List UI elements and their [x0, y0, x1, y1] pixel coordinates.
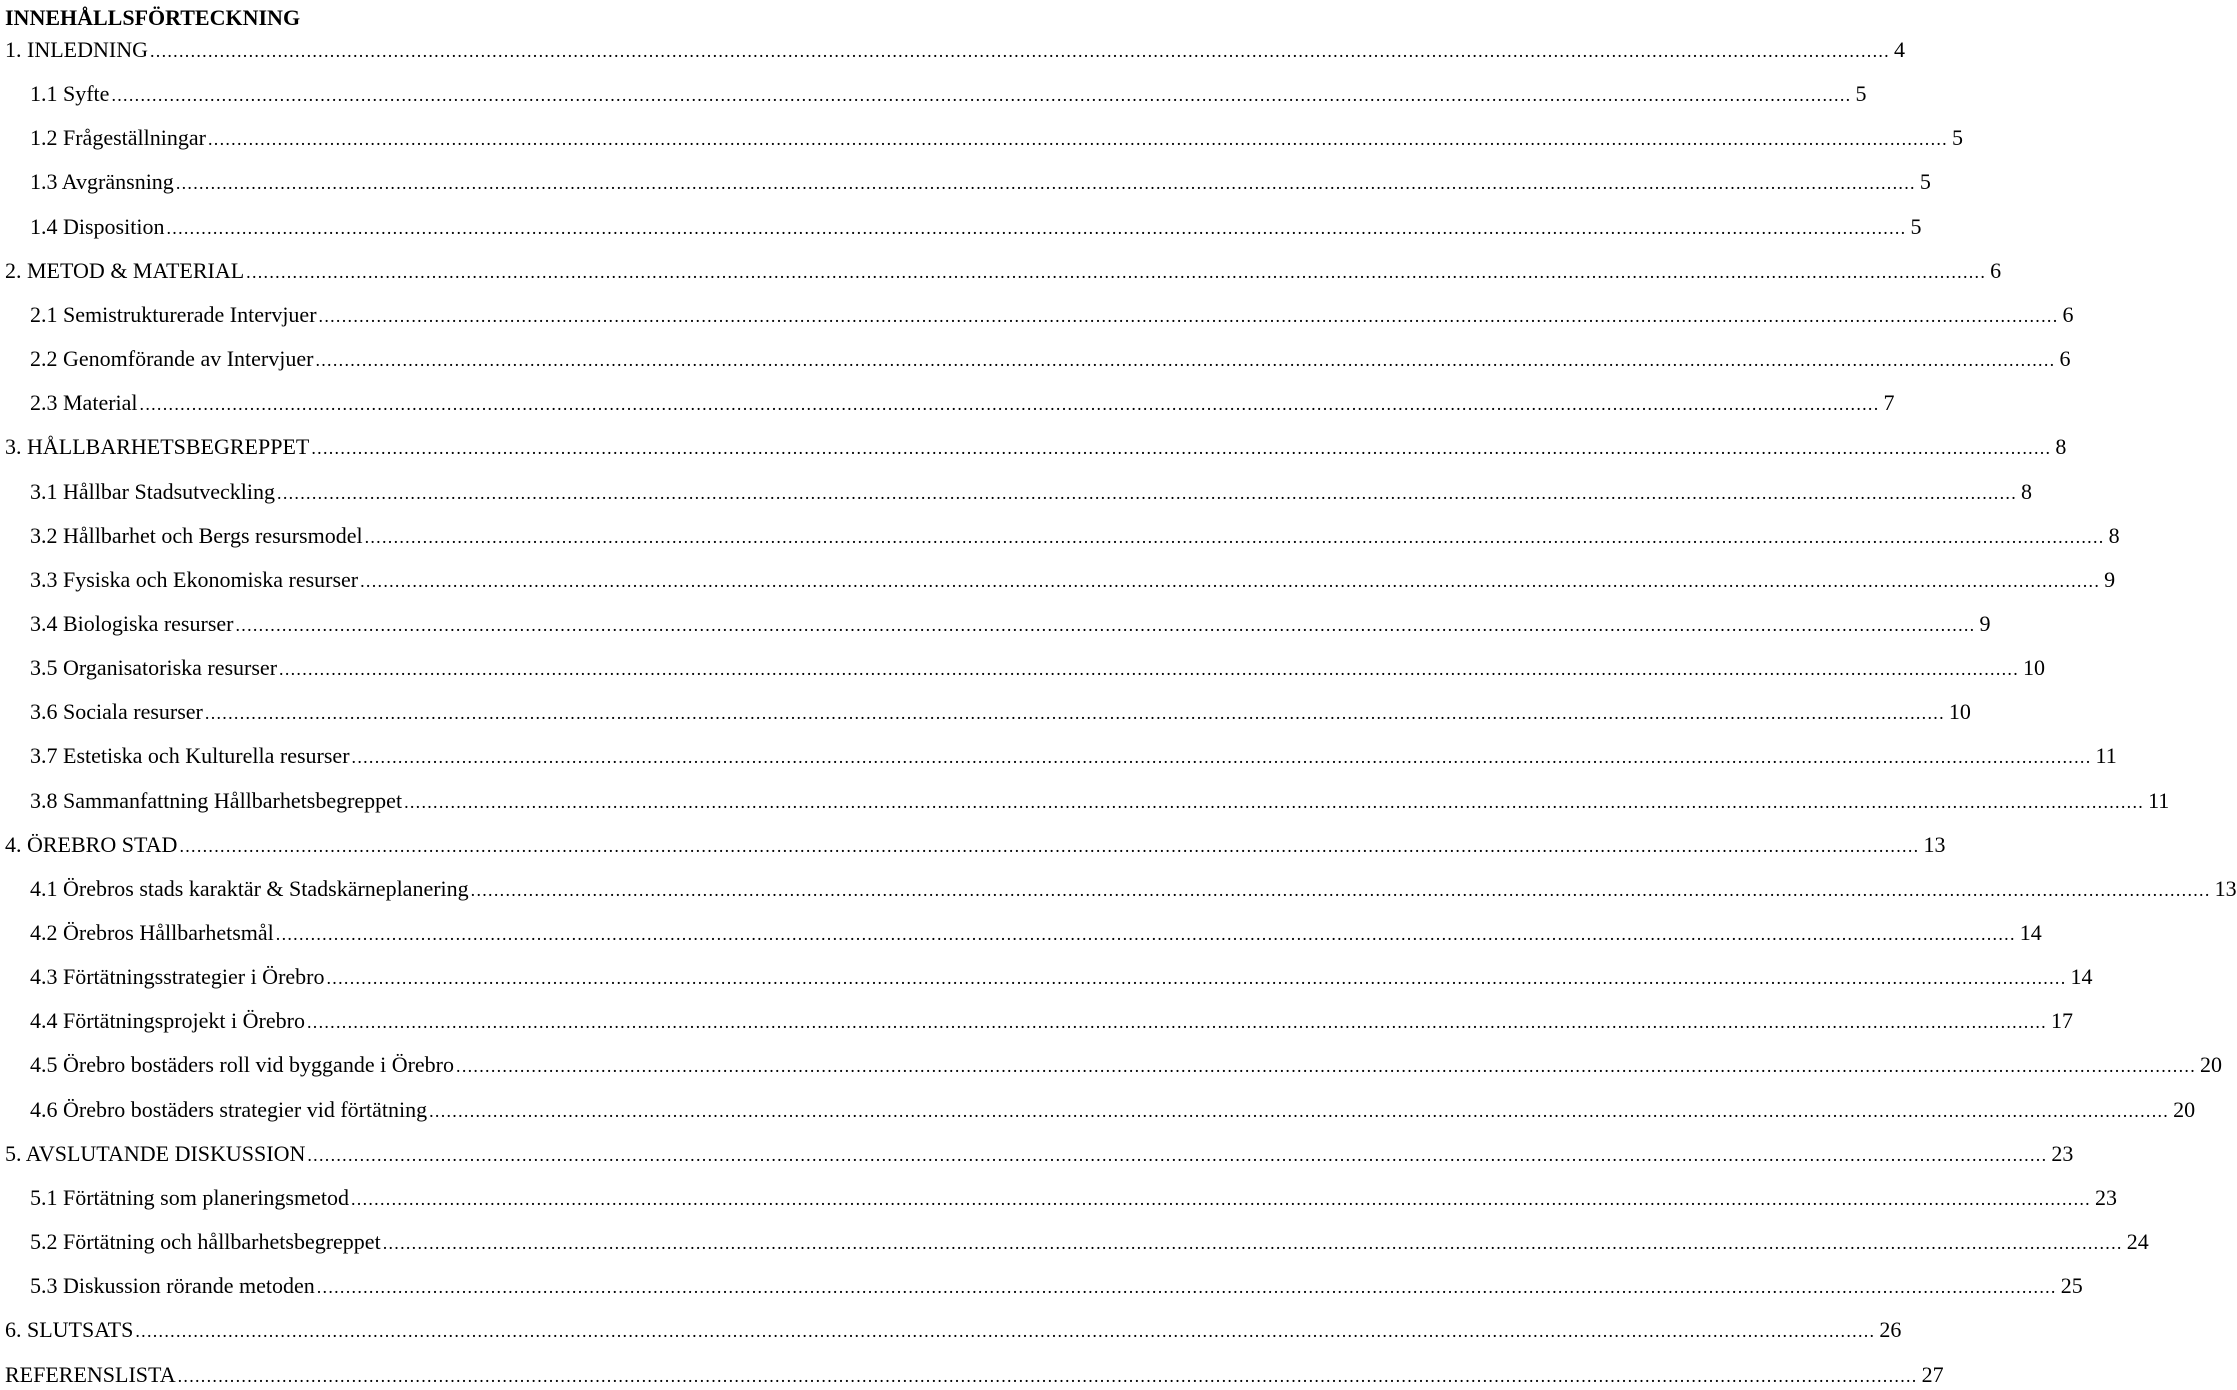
toc-entry-label: 3.2 Hållbarhet och Bergs resursmodel [30, 523, 363, 548]
toc-entry-label: 1.1 Syfte [30, 81, 110, 106]
toc-entry-page-number: 23 [2094, 1185, 2117, 1210]
toc-entry-page-number: 6 [2059, 346, 2071, 371]
toc-entry-label: 3.7 Estetiska och Kulturella resurser [30, 743, 350, 768]
toc-entry[interactable] [30, 301, 2074, 329]
toc-dot-leader: ............................................................................................................................................................................................................................................................................................................ [364, 527, 2105, 547]
toc-entry[interactable] [5, 257, 2002, 285]
toc-entry[interactable] [30, 124, 1963, 152]
toc-entry-label: 4.3 Förtätningsstrategier i Örebro [30, 964, 325, 989]
toc-entry-label: 3.4 Biologiska resurser [30, 611, 234, 636]
toc-entry-page-number: 20 [2173, 1097, 2196, 1122]
toc-entry-label: 2.3 Material [30, 390, 138, 415]
toc-entry-label: 4.5 Örebro bostäders roll vid byggande i Örebro [30, 1052, 455, 1077]
toc-dot-leader: ............................................................................................................................................................................................................................................................................................................ [351, 747, 2092, 767]
toc-entry-label: 1.3 Avgränsning [30, 169, 174, 194]
toc-dot-leader: ............................................................................................................................................................................................................................................................................................................ [307, 1145, 2048, 1165]
toc-entry[interactable] [30, 610, 1991, 638]
toc-dot-leader: ............................................................................................................................................................................................................................................................................................................ [204, 703, 1945, 723]
toc-entry-page-number: 10 [1948, 699, 1971, 724]
toc-entry-page-number: 26 [1879, 1317, 1902, 1342]
toc-entry[interactable] [30, 168, 1931, 196]
toc-dot-leader: ............................................................................................................................................................................................................................................................................................................ [149, 41, 1890, 61]
toc-entry-page-number: 23 [2051, 1141, 2074, 1166]
toc-dot-leader: ............................................................................................................................................................................................................................................................................................................ [275, 924, 2016, 944]
toc-entry-label: 2.1 Semistrukturerade Intervjuer [30, 302, 317, 327]
toc-dot-leader: ............................................................................................................................................................................................................................................................................................................ [111, 85, 1852, 105]
toc-entry-label: 3.1 Hållbar Stadsutveckling [30, 479, 276, 504]
toc-dot-leader: ............................................................................................................................................................................................................................................................................................................ [456, 1056, 2197, 1076]
toc-entry-page-number: 11 [2148, 788, 2170, 813]
toc-title: INNEHÅLLSFÖRTECKNING [5, 5, 301, 30]
toc-entry[interactable] [30, 963, 2093, 991]
toc-entry-page-number: 10 [2023, 655, 2046, 680]
toc-entry-label: 4.4 Förtätningsprojekt i Örebro [30, 1008, 305, 1033]
toc-entry-page-number: 7 [1883, 390, 1895, 415]
toc-entry-label: 3.3 Fysiska och Ekonomiska resurser [30, 567, 359, 592]
toc-entry[interactable] [30, 1272, 2083, 1300]
toc-dot-leader: ............................................................................................................................................................................................................................................................................................................ [318, 306, 2059, 326]
toc-entry-page-number: 8 [2021, 479, 2033, 504]
toc-entry[interactable] [5, 831, 1946, 859]
toc-dot-leader: ............................................................................................................................................................................................................................................................................................................ [246, 262, 1987, 282]
toc-dot-leader: ............................................................................................................................................................................................................................................................................................................ [139, 394, 1880, 414]
toc-entry[interactable] [30, 919, 2042, 947]
toc-dot-leader: ............................................................................................................................................................................................................................................................................................................ [315, 350, 2056, 370]
toc-entry-page-number: 13 [1923, 832, 1946, 857]
toc-entry-page-number: 5 [1951, 125, 1963, 150]
toc-dot-leader: ............................................................................................................................................................................................................................................................................................................ [277, 483, 2018, 503]
toc-dot-leader: ............................................................................................................................................................................................................................................................................................................ [429, 1101, 2170, 1121]
toc-entry-label: 3.5 Organisatoriska resurser [30, 655, 278, 680]
toc-entry-page-number: 24 [2126, 1229, 2149, 1254]
toc-entry[interactable] [30, 875, 2237, 903]
toc-dot-leader: ............................................................................................................................................................................................................................................................................................................ [235, 615, 1976, 635]
toc-entry[interactable] [30, 478, 2033, 506]
toc-entry[interactable] [30, 1184, 2117, 1212]
toc-entry-label: 5.3 Diskussion rörande metoden [30, 1273, 315, 1298]
toc-entry-page-number: 5 [1919, 169, 1931, 194]
toc-entry-page-number: 17 [2050, 1008, 2073, 1033]
toc-dot-leader: ............................................................................................................................................................................................................................................................................................................ [360, 571, 2101, 591]
toc-dot-leader: ............................................................................................................................................................................................................................................................................................................ [311, 438, 2052, 458]
toc-entry[interactable] [30, 787, 2170, 815]
toc-entry-page-number: 20 [2200, 1052, 2223, 1077]
toc-entry[interactable] [30, 698, 1971, 726]
toc-entry-page-number: 9 [1979, 611, 1991, 636]
toc-entry-page-number: 8 [2055, 434, 2067, 459]
toc-entry-label: 1.2 Frågeställningar [30, 125, 206, 150]
toc-entry[interactable] [30, 1096, 2196, 1124]
toc-entry-label: 4. ÖREBRO STAD [5, 832, 178, 857]
toc-entry-page-number: 14 [2070, 964, 2093, 989]
toc-entry[interactable] [30, 80, 1867, 108]
toc-entry[interactable] [5, 1316, 1902, 1344]
toc-entry-label: 6. SLUTSATS [5, 1317, 134, 1342]
toc-dot-leader: ............................................................................................................................................................................................................................................................................................................ [135, 1321, 1876, 1341]
toc-entry-label: 4.1 Örebros stads karaktär & Stadskärneplanering [30, 876, 469, 901]
toc-entry[interactable] [30, 742, 2117, 770]
toc-dot-leader: ............................................................................................................................................................................................................................................................................................................ [166, 218, 1907, 238]
toc-entry[interactable] [5, 1140, 2074, 1168]
toc-entry[interactable] [30, 522, 2120, 550]
toc-entry-label: 4.2 Örebros Hållbarhetsmål [30, 920, 274, 945]
toc-entry-label: 2. METOD & MATERIAL [5, 258, 245, 283]
toc-entry-page-number: 14 [2019, 920, 2042, 945]
toc-entry[interactable] [30, 345, 2071, 373]
toc-entry-label: REFERENSLISTA [5, 1362, 176, 1387]
toc-dot-leader: ............................................................................................................................................................................................................................................................................................................ [179, 836, 1920, 856]
toc-entry[interactable] [5, 1361, 1944, 1389]
toc-entry[interactable] [30, 654, 2046, 682]
toc-entry[interactable] [30, 1051, 2223, 1079]
toc-entry-page-number: 25 [2060, 1273, 2083, 1298]
toc-dot-leader: ............................................................................................................................................................................................................................................................................................................ [279, 659, 2020, 679]
toc-dot-leader: ............................................................................................................................................................................................................................................................................................................ [382, 1233, 2123, 1253]
toc-entry-label: 2.2 Genomförande av Intervjuer [30, 346, 314, 371]
toc-entry[interactable] [30, 213, 1922, 241]
toc-entry-page-number: 6 [2062, 302, 2074, 327]
toc-dot-leader: ............................................................................................................................................................................................................................................................................................................ [326, 968, 2067, 988]
toc-entry[interactable] [5, 36, 1905, 64]
toc-entry[interactable] [5, 433, 2067, 461]
toc-dot-leader: ............................................................................................................................................................................................................................................................................................................ [316, 1277, 2057, 1297]
toc-entry-label: 3.6 Sociala resurser [30, 699, 203, 724]
toc-entry[interactable] [30, 1007, 2073, 1035]
toc-entry-label: 4.6 Örebro bostäders strategier vid förtätning [30, 1097, 428, 1122]
toc-dot-leader: ............................................................................................................................................................................................................................................................................................................ [306, 1012, 2047, 1032]
toc-entry-page-number: 13 [2214, 876, 2237, 901]
toc-entry-page-number: 8 [2108, 523, 2120, 548]
toc-dot-leader: ............................................................................................................................................................................................................................................................................................................ [207, 129, 1948, 149]
toc-dot-leader: ............................................................................................................................................................................................................................................................................................................ [350, 1189, 2091, 1209]
toc-dot-leader: ............................................................................................................................................................................................................................................................................................................ [470, 880, 2211, 900]
toc-entry-page-number: 6 [1990, 258, 2002, 283]
toc-entry[interactable] [30, 566, 2116, 594]
toc-entry-label: 3.8 Sammanfattning Hållbarhetsbegreppet [30, 788, 403, 813]
toc-entry-label: 5. AVSLUTANDE DISKUSSION [5, 1141, 306, 1166]
toc-dot-leader: ............................................................................................................................................................................................................................................................................................................ [404, 792, 2145, 812]
toc-entry[interactable] [30, 1228, 2149, 1256]
toc-entry-page-number: 9 [2104, 567, 2116, 592]
toc-dot-leader: ............................................................................................................................................................................................................................................................................................................ [175, 173, 1916, 193]
toc-dot-leader: ............................................................................................................................................................................................................................................................................................................ [177, 1366, 1918, 1386]
toc-entry-label: 3. HÅLLBARHETSBEGREPPET [5, 434, 310, 459]
toc-entry-page-number: 11 [2095, 743, 2117, 768]
toc-entry-label: 5.2 Förtätning och hållbarhetsbegreppet [30, 1229, 381, 1254]
toc-entry-page-number: 4 [1893, 37, 1905, 62]
toc-entry-page-number: 27 [1921, 1362, 1944, 1387]
toc-entry-label: 1.4 Disposition [30, 214, 165, 239]
toc-entry-page-number: 5 [1910, 214, 1922, 239]
toc-entry-label: 5.1 Förtätning som planeringsmetod [30, 1185, 349, 1210]
toc-entry[interactable] [30, 389, 1895, 417]
toc-entry-label: 1. INLEDNING [5, 37, 148, 62]
toc-entry-page-number: 5 [1855, 81, 1867, 106]
